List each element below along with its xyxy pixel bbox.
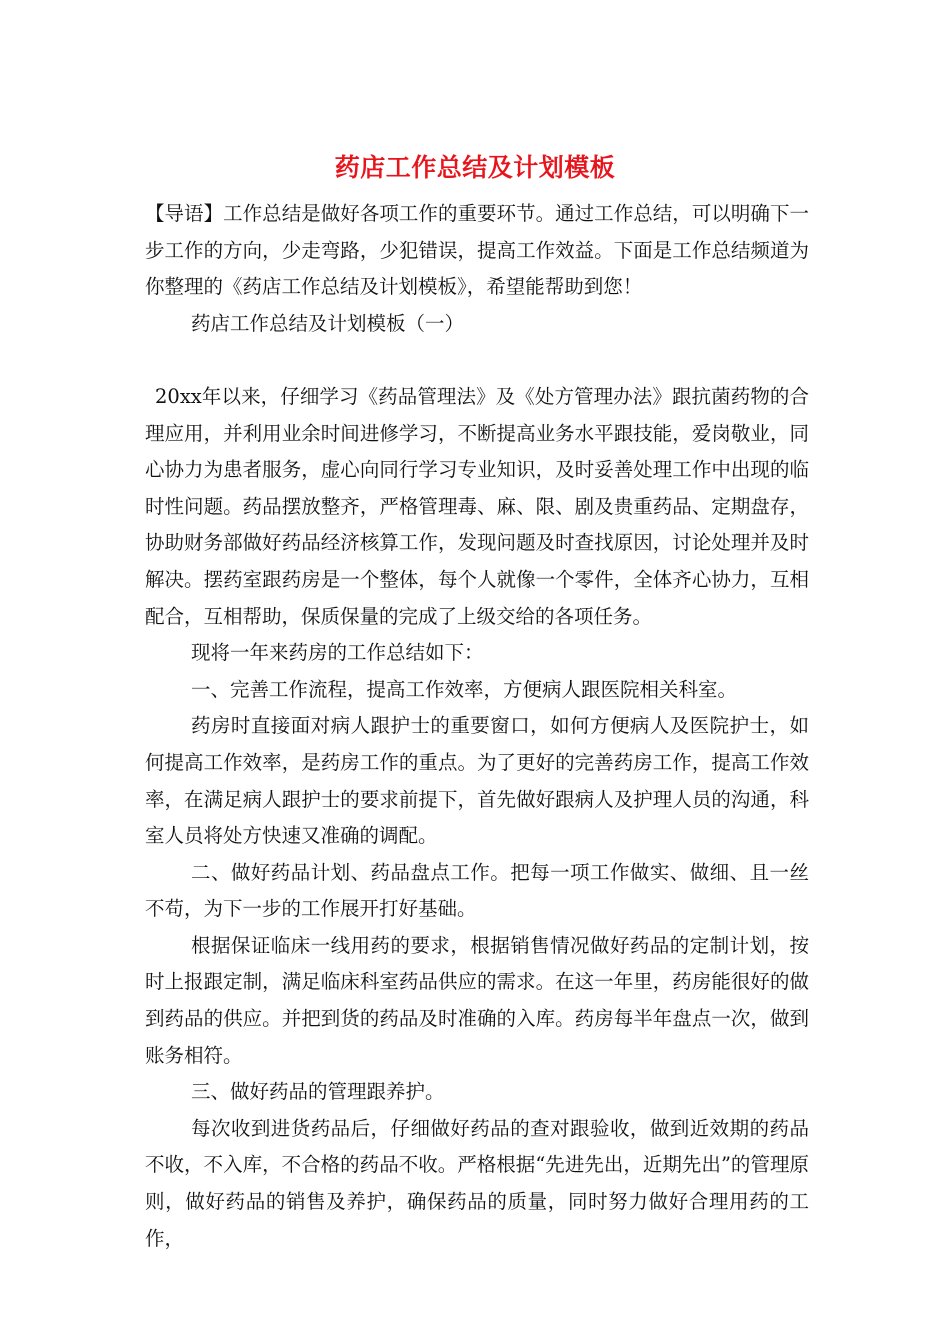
body-paragraph: 每次收到进货药品后，仔细做好药品的查对跟验收，做到近效期的药品不收，不入库，不合格的药品不收。严格根据“先进先出，近期先出”的管理原则，做好药品的销售及养护，确保药品的质量，同时努力做好合理用药的工作， bbox=[145, 1116, 809, 1250]
body-paragraph: 根据保证临床一线用药的要求，根据销售情况做好药品的定制计划，按时上报跟定制，满足临床科室药品供应的需求。在这一年里，药房能很好的做到药品的供应。并把到货的药品及时准确的入库。药房每半年盘点一次，做到账务相符。 bbox=[145, 933, 809, 1067]
section-item-heading: 三、做好药品的管理跟养护。 bbox=[191, 1080, 445, 1104]
section-item-heading: 二、做好药品计划、药品盘点工作。把每一项工作做实、做细、且一丝不苟，为下一步的工作展开打好基础。 bbox=[145, 860, 809, 921]
body-paragraph: 20xx年以来，仔细学习《药品管理法》及《处方管理办法》跟抗菌药物的合理应用，并利用业余时间进修学习，不断提高业务水平跟技能，爱岗敬业，同心协力为患者服务，虚心向同行学习专业知识，及时妥善处理工作中出现的临时性问题。药品摆放整齐，严格管理毒、麻、限、剧及贵重药品、定期盘存，协助财务部做好药品经济核算工作，发现问题及时查找原因，讨论处理并及时解决。摆药室跟药房是一个整体，每个人就像一个零件，全体齐心协力，互相配合，互相帮助，保质保量的完成了上级交给的各项任务。 bbox=[145, 384, 809, 628]
section-item-heading: 一、完善工作流程，提高工作效率，方便病人跟医院相关科室。 bbox=[191, 677, 738, 701]
document-body bbox=[145, 196, 809, 1257]
document-title: 药店工作总结及计划模板 bbox=[334, 153, 616, 182]
intro-paragraph: 【导语】工作总结是做好各项工作的重要环节。通过工作总结，可以明确下一步工作的方向，少走弯路，少犯错误，提高工作效益。下面是工作总结频道为你整理的《药店工作总结及计划模板》，希望能帮助到您！ bbox=[145, 202, 809, 299]
body-paragraph: 药房时直接面对病人跟护士的重要窗口，如何方便病人及医院护士，如何提高工作效率，是药房工作的重点。为了更好的完善药房工作，提高工作效率，在满足病人跟护士的要求前提下，首先做好跟病人及护理人员的沟通，科室人员将处方快速又准确的调配。 bbox=[145, 714, 809, 848]
body-paragraph: 现将一年来药房的工作总结如下： bbox=[191, 641, 484, 665]
blank-line bbox=[145, 342, 809, 379]
section-heading: 药店工作总结及计划模板（一） bbox=[191, 311, 465, 335]
